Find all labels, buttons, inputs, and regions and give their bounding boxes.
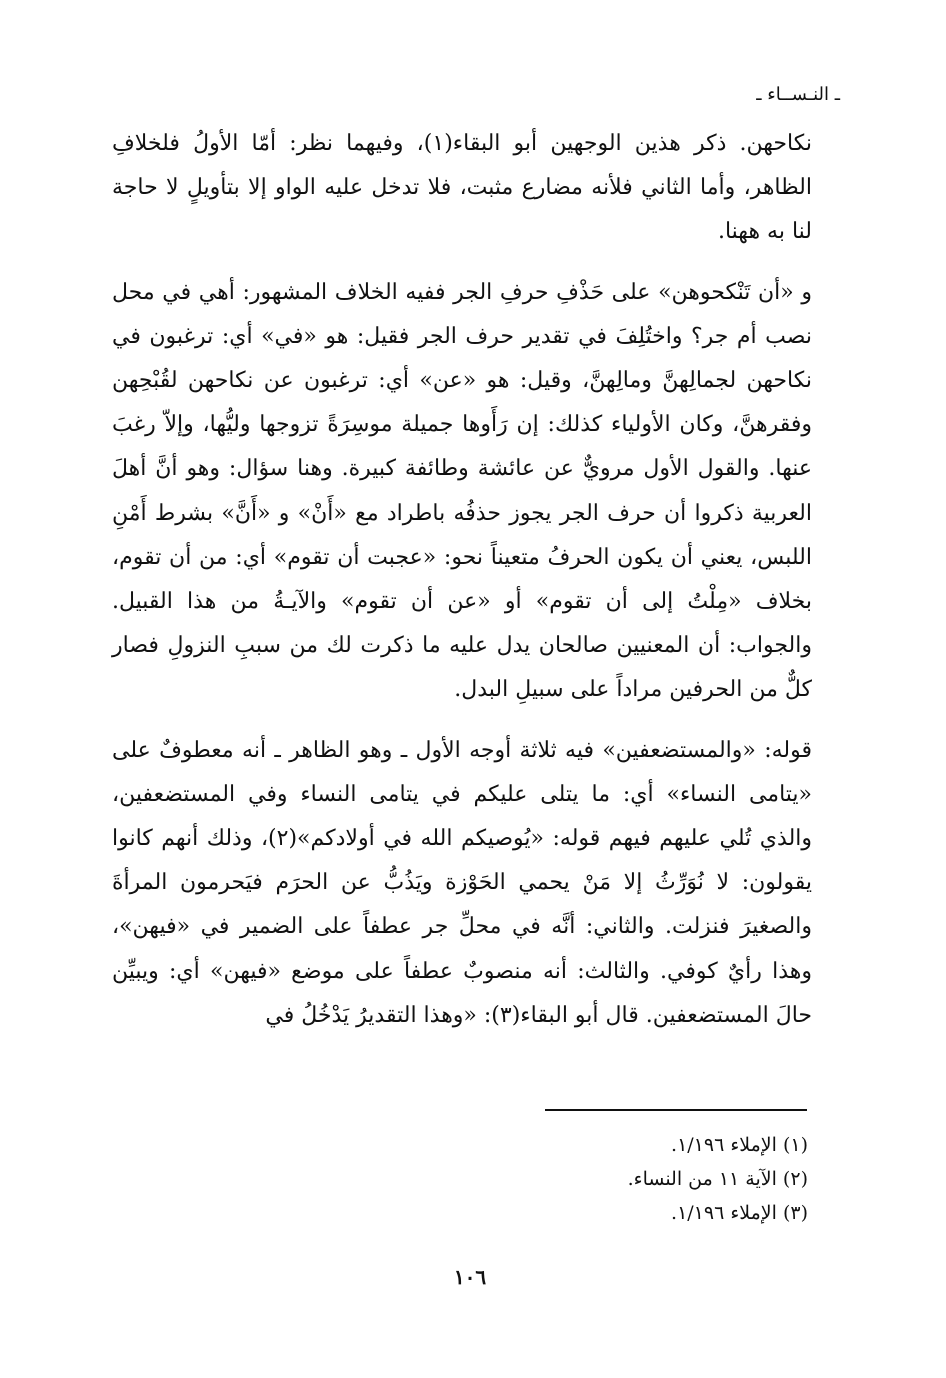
- body-text: [112, 122, 812, 1038]
- running-head: ـ النـســاء ـ: [756, 84, 840, 105]
- footnote-3: (٣) الإملاء ١/١٩٦.: [671, 1202, 808, 1224]
- paragraph-3: قوله: «والمستضعفين» فيه ثلاثة أوجه الأول ـ وهو الظاهر ـ أنه معطوفٌ على «يتامى النساء» أي: ما يتلى عليكم في يتامى النساء وفي المستضعفين، والذي تُلي عليهم فيهم قوله: «يُوصيكم الله في أولادكم»(٢)، وذلك أنهم كانوا يقولون: لا نُوَرِّثُ إلا مَنْ يحمي الحَوْزة ويَذُبُّ عن الحرَم فيَحرمون المرأةَ والصغيرَ فنزلت. والثاني: أنَّه في محلِّ جر عطفاً على الضمير في «فيهن»، وهذا رأيٌ كوفي. والثالث: أنه منصوبٌ عطفاً على موضع «فيهن» أي: ويبيِّن حالَ المستضعفين. قال أبو البقاء(٣): «وهذا التقديرُ يَدْخُلُ في: [112, 737, 813, 1028]
- footnote-1: (١) الإملاء ١/١٩٦.: [671, 1134, 808, 1156]
- footnotes: [400, 1128, 808, 1230]
- paragraph-1: نكاحهن. ذكر هذين الوجهين أبو البقاء(١)، وفيهما نظر: أمّا الأولُ فلخلافِ الظاهر، وأما الثاني فلأنه مضارع مثبت، فلا تدخل عليه الواو إلا بتأويلٍ لا حاجة لنا به ههنا.: [112, 131, 812, 245]
- footnote-2: (٢) الآية ١١ من النساء.: [627, 1168, 808, 1190]
- footnote-divider: [545, 1109, 807, 1111]
- page-number: ١٠٦: [453, 1265, 487, 1289]
- paragraph-2: و «أن تَنْكحوهن» على حَذْفِ حرفِ الجر ففيه الخلاف المشهور: أهي في محل نصب أم جر؟ واختُلِفَ في تقدير حرف الجر فقيل: هو «في» أي: ترغبون في نكاحهن لجمالِهنَّ ومالِهنَّ، وقيل: هو «عن» أي: ترغبون عن نكاحهن لقُبْحِهن وفقرهنَّ، وكان الأولياء كذلك: إن رَأَوها جميلة موسِرَةً تزوجها وليُّها، وإلاّ رغبَ عنها. والقول الأول مرويٌّ عن عائشة وطائفة كبيرة. وهنا سؤال: وهو أنَّ أهلَ العربية ذكروا أن حرف الجر يجوز حذفُه باطراد مع «أَنْ» و «أَنَّ» بشرط أَمْنِ اللبس، يعني أن يكون الحرفُ متعيناً نحو: «عجبت أن تقوم» أي: من أن تقوم، بخلاف «مِلْتُ إلى أن تقوم» أو «عن أن تقوم» والآيـةُ من هذا القبيل. والجواب: أن المعنيين صالحان يدل عليه ما ذكرت لك من سببِ النزولِ فصار كلٌّ من الحرفين مراداً على سبيلِ البدل.: [112, 279, 812, 703]
